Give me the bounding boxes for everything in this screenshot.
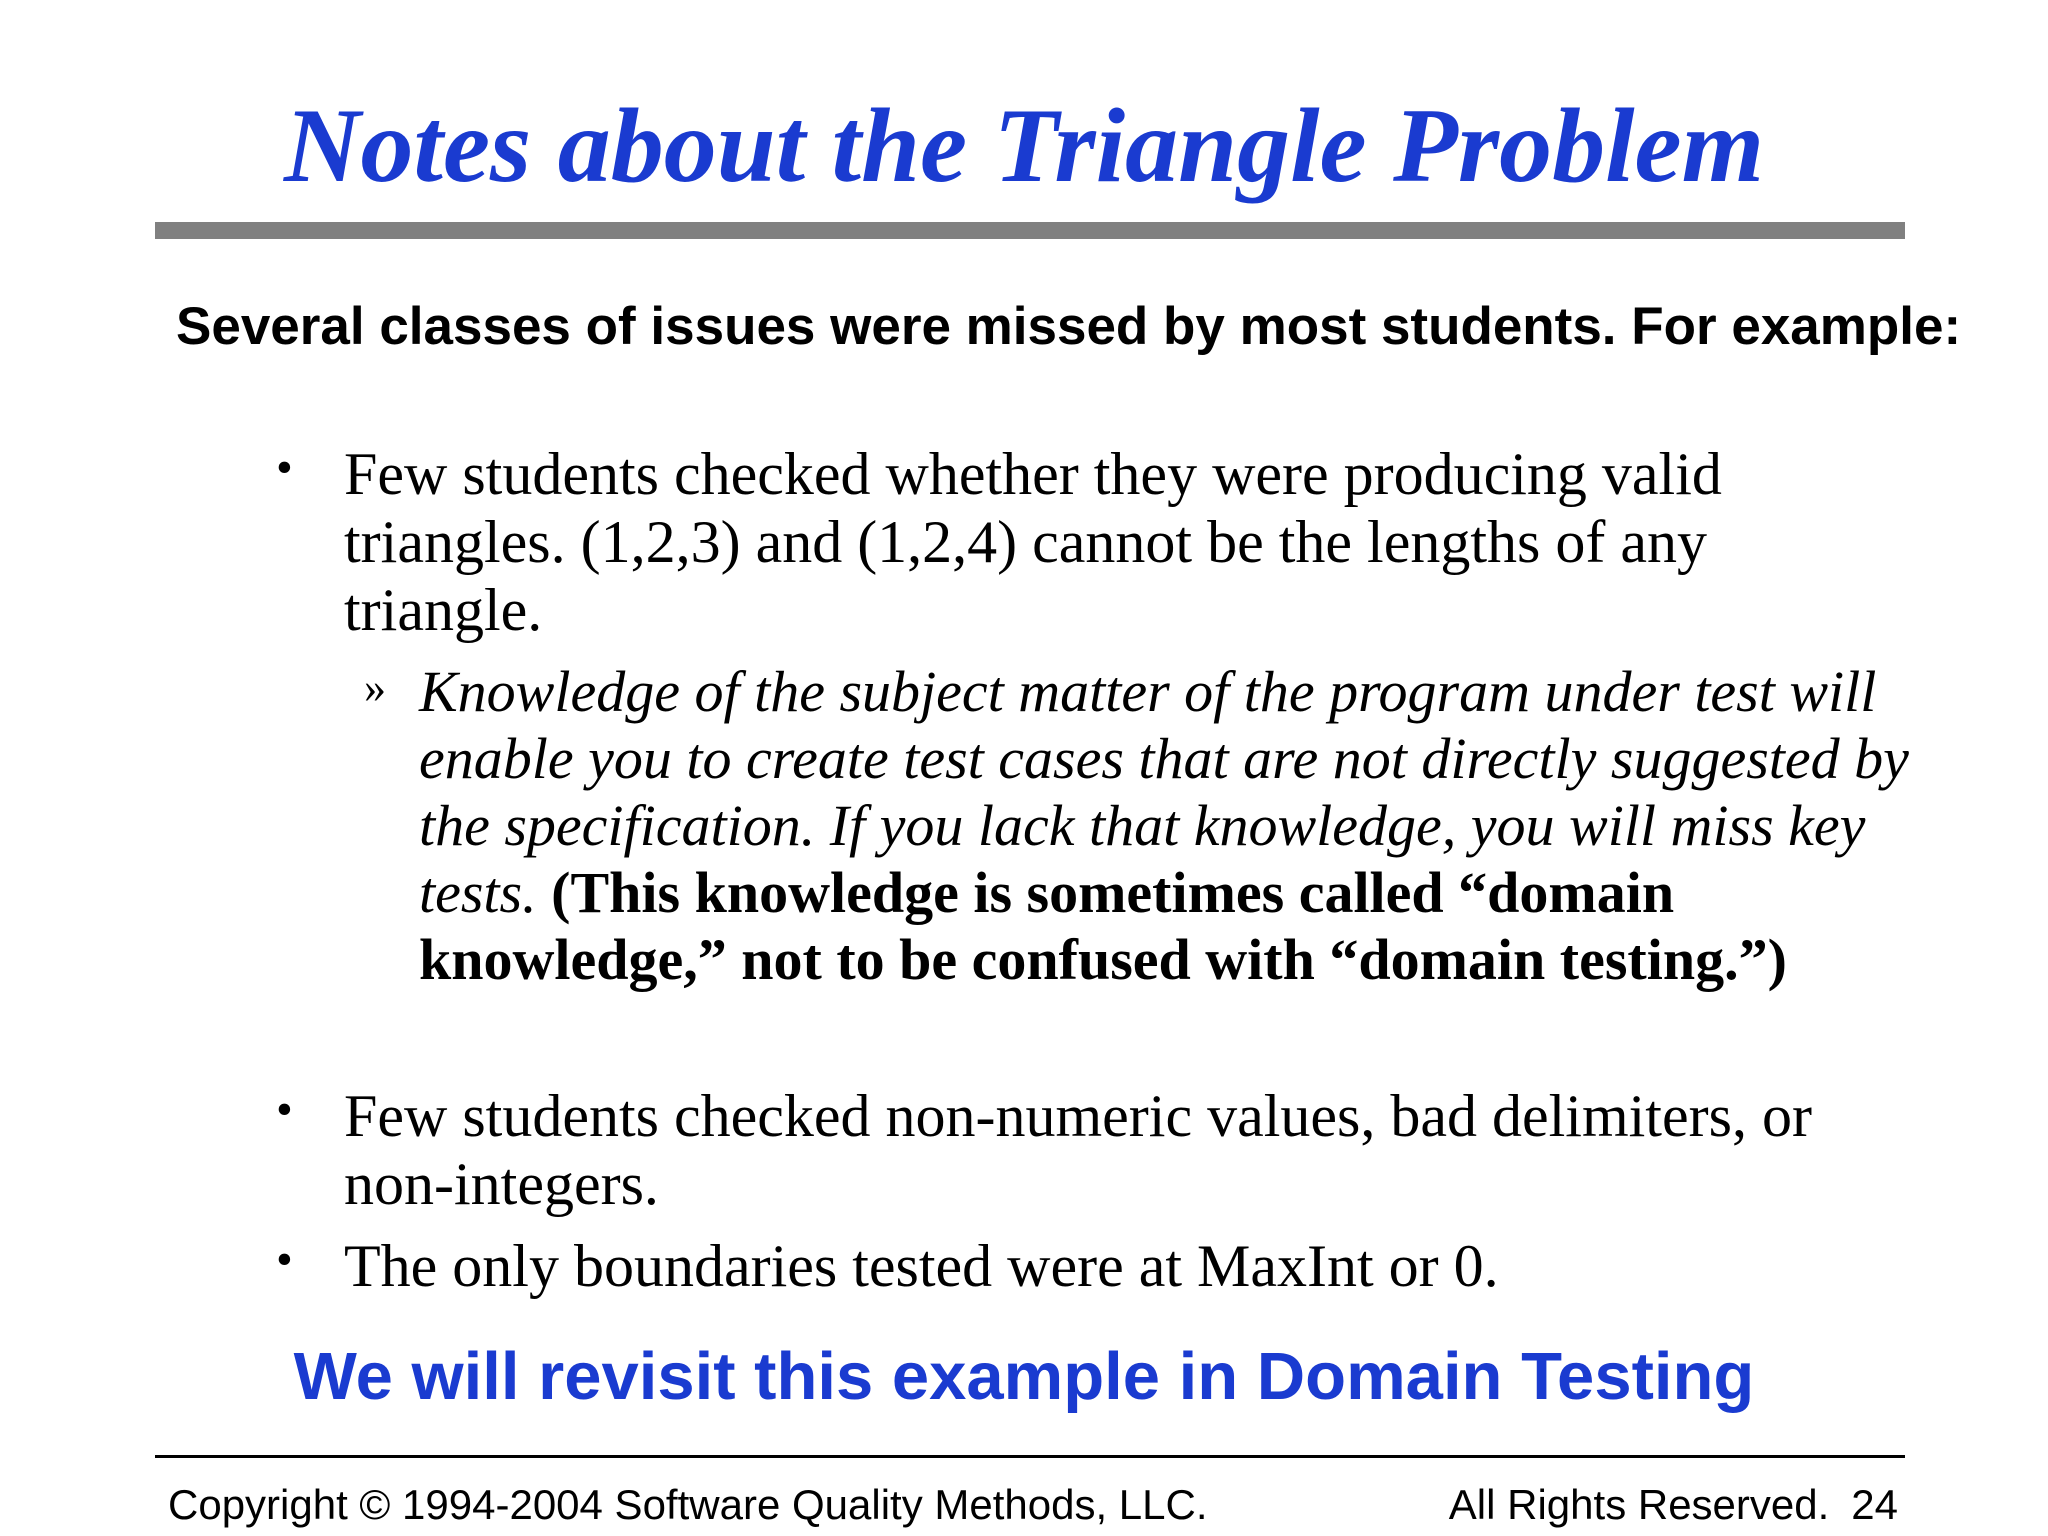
page-number: 24 (1851, 1481, 1898, 1528)
rights-text: All Rights Reserved. (1448, 1481, 1830, 1528)
bullet-item-non-numeric (276, 1082, 1916, 1218)
bullet-glyph: • (276, 441, 293, 494)
title-divider (155, 222, 1905, 239)
footer-right (1449, 1480, 1898, 1530)
bullet-item-boundaries (276, 1232, 1916, 1300)
lead-paragraph: Several classes of issues were missed by most students. For example: (176, 297, 1962, 356)
sub-bullet-glyph: » (364, 663, 386, 712)
bullet-item-valid-triangles (276, 440, 1916, 644)
bullet-glyph: • (276, 1083, 293, 1136)
sub-bullet-text (419, 658, 1924, 993)
bullet-text: The only boundaries tested were at MaxInt or 0. (344, 1233, 1499, 1299)
copyright-text: Copyright © 1994-2004 Software Quality Methods, LLC. (168, 1481, 1208, 1528)
bullet-glyph: • (276, 1233, 293, 1286)
sub-bullet-italic-text: Knowledge of the subject matter of the program under test will enable you to create test cases that are not directly suggested by the specification. If you lack that knowledge, you will miss key tests. (419, 659, 1909, 925)
bullet-text: Few students checked whether they were producing valid triangles. (1,2,3) and (1,2,4) cannot be the lengths of any triangle. (344, 441, 1722, 643)
sub-bullet-item-domain-knowledge (364, 658, 1924, 993)
footer-divider (155, 1455, 1905, 1458)
sub-bullet-bold-text: (This knowledge is sometimes called “domain knowledge,” not to be confused with “domain testing.”) (419, 860, 1787, 992)
closing-statement: We will revisit this example in Domain Testing (293, 1339, 1755, 1414)
slide-title: Notes about the Triangle Problem (283, 87, 1765, 204)
bullet-text: Few students checked non-numeric values, bad delimiters, or non-integers. (344, 1083, 1812, 1217)
